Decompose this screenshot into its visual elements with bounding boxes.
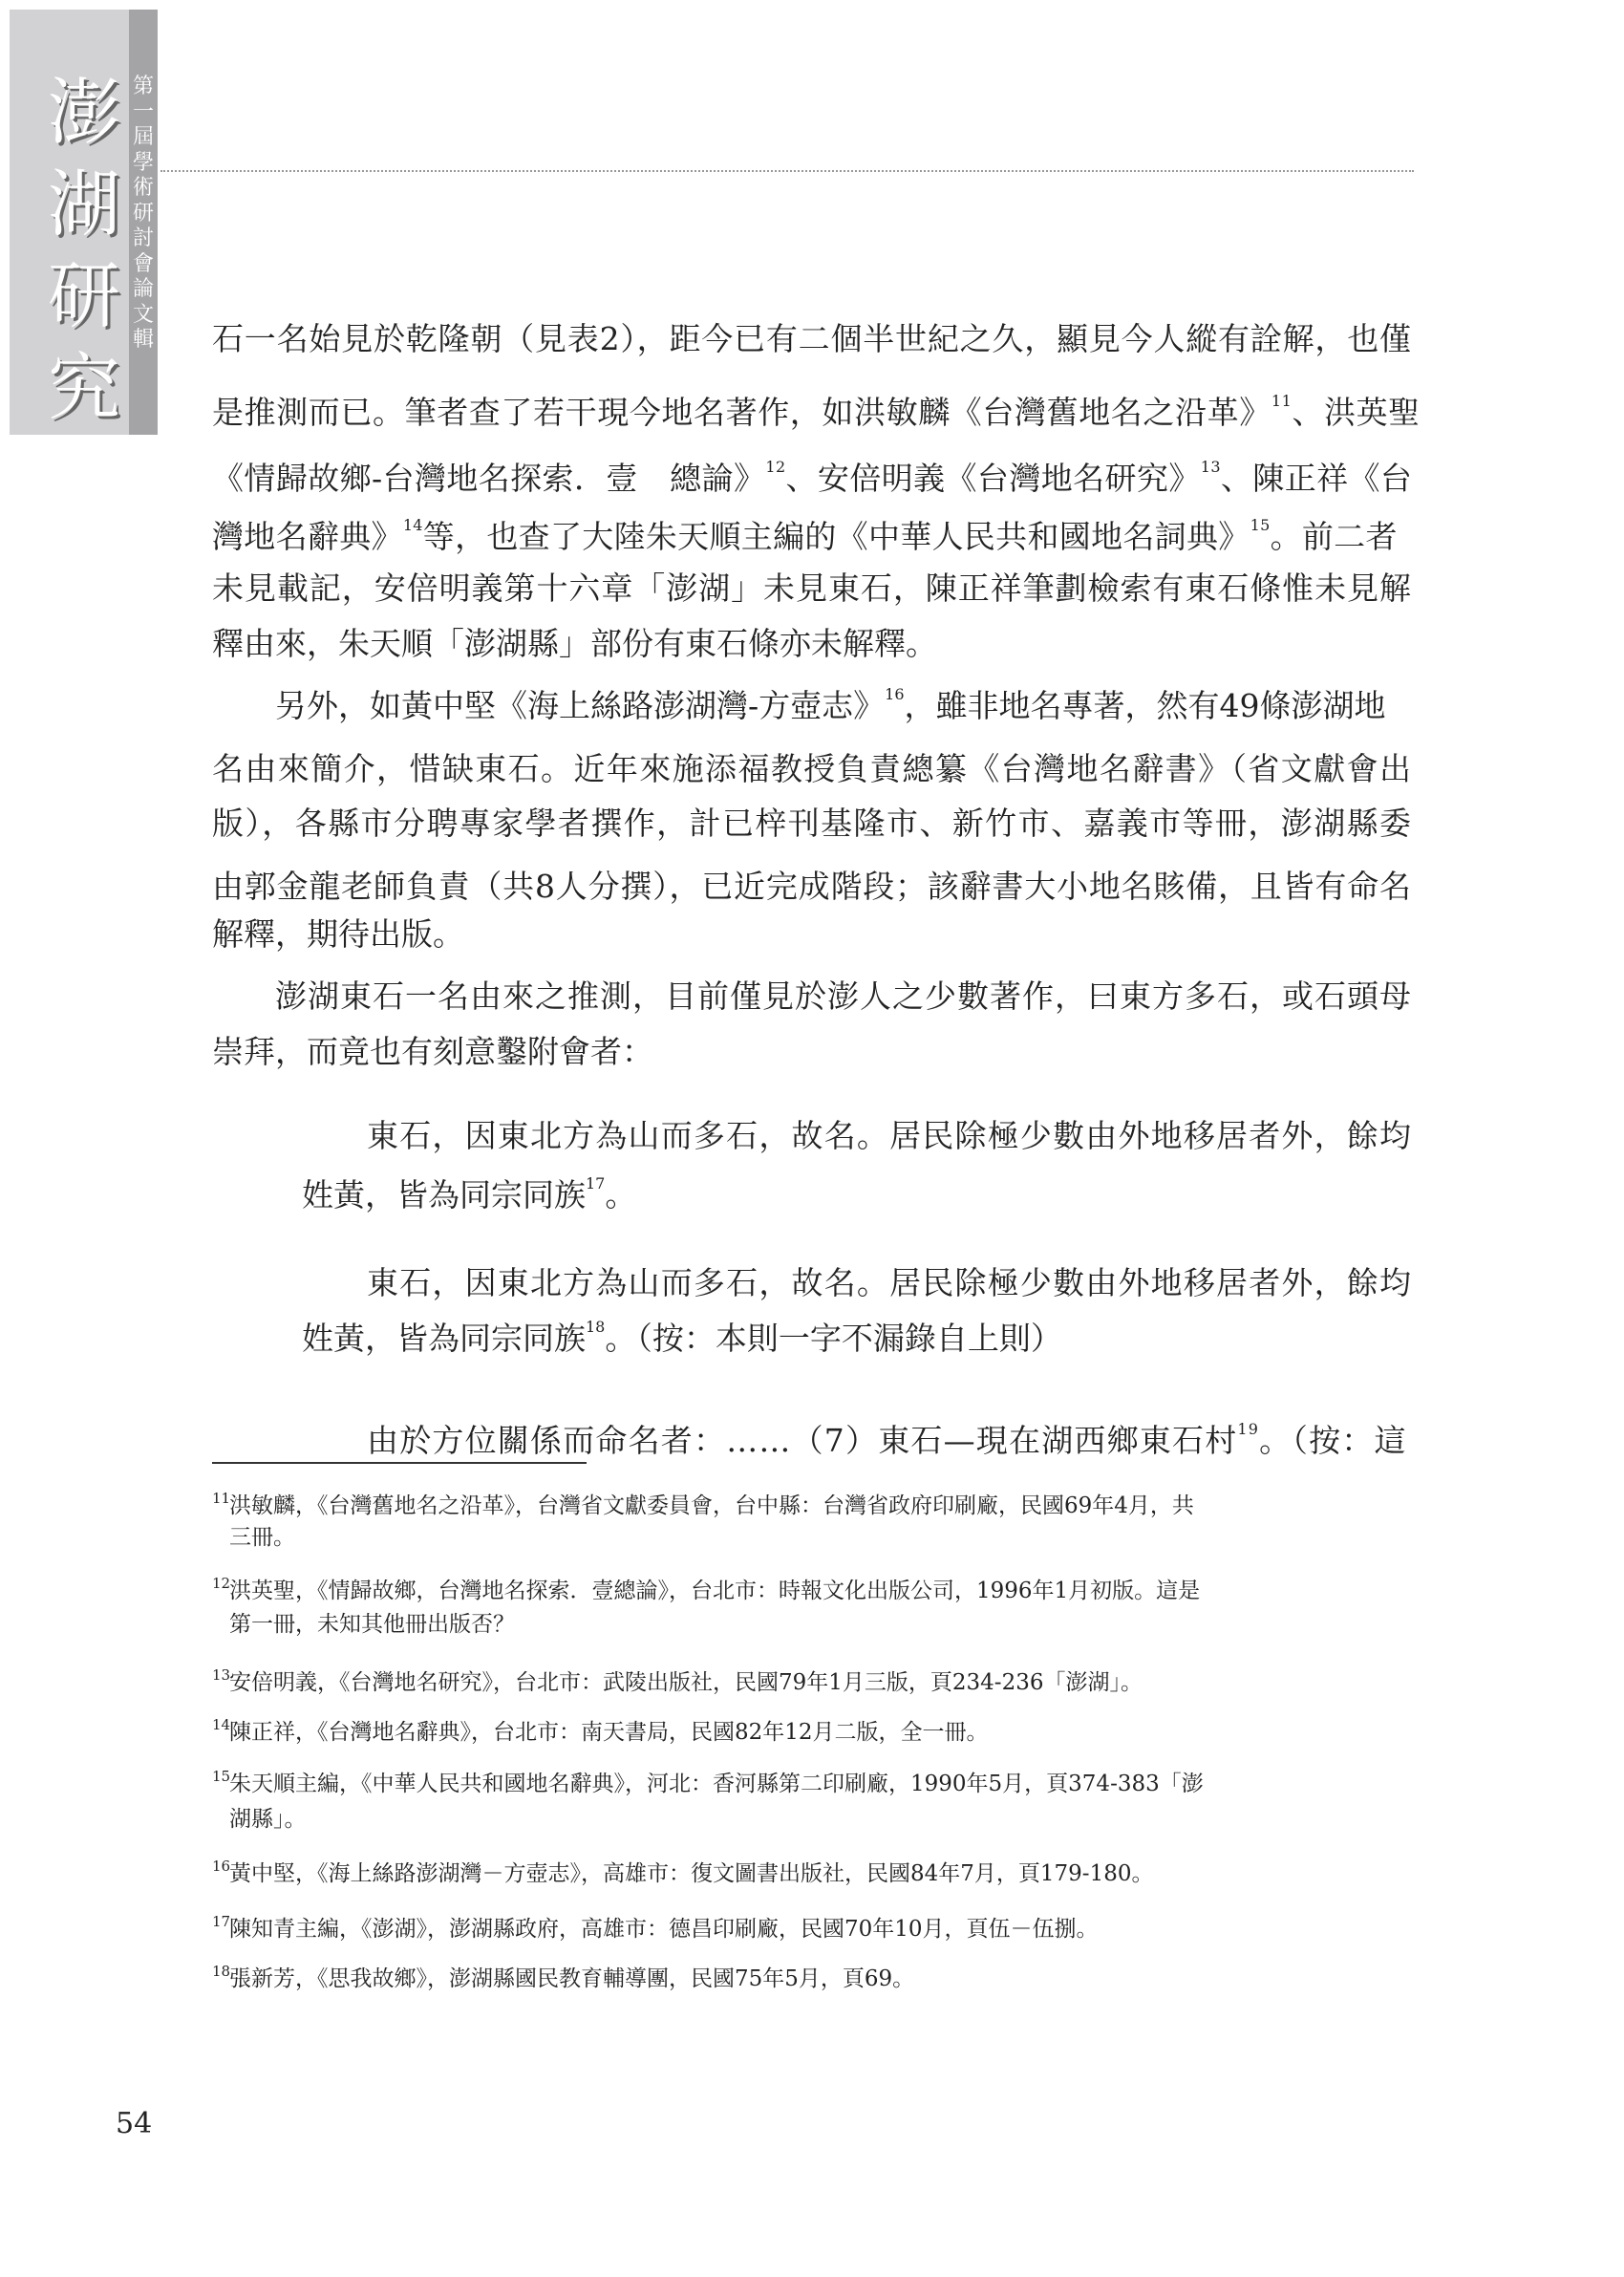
footnote-11-cont: 三冊。 (229, 1525, 295, 1550)
footnote-ref[interactable]: 15 (1250, 516, 1271, 534)
body-line: 石一名始見於乾隆朝（見表2），距今已有二個半世紀之久，顯見今人縱有詮解，也僅 (212, 320, 1411, 357)
body-line: 灣地名辭典》$^{14}$等，也查了大陸朱天順主編的《中華人民共和國地名詞典》$^{15}$。前二者 (212, 516, 1398, 555)
footnote-18: 18 張新芳，《思我故鄉》，澎湖縣國民教育輔導團，民國75年5月，頁69。 (212, 1963, 915, 1991)
body-line: 名由來簡介，惜缺東石。近年來施添福教授負責總纂《台灣地名辭書》（省文獻會出 (212, 750, 1411, 787)
footnote-11: 11 洪敏麟，《台灣舊地名之沿革》，台灣省文獻委員會，台中縣：台灣省政府印刷廠，民國69年4月，共 (212, 1490, 1194, 1518)
footnote-13: 13 安倍明義，《台灣地名研究》，台北市：武陵出版社，民國79年1月三版，頁234-236「澎湖」。 (212, 1666, 1143, 1695)
journal-title: 澎湖研究 (48, 70, 120, 430)
body-line: 是推測而已。筆者查了若干現今地名著作，如洪敏麟《台灣舊地名之沿革》$^{11}$、洪英聖 (212, 392, 1421, 431)
footnote-ref[interactable]: 11 (1271, 392, 1293, 410)
footnote-ref[interactable]: 19 (1237, 1420, 1260, 1438)
footnote-12-cont: 第一冊，未知其他冊出版否？ (229, 1612, 515, 1637)
footnote-ref[interactable]: 16 (885, 685, 905, 703)
body-line: 崇拜，而竟也有刻意鑿附會者： (212, 1033, 653, 1070)
quote-line: 由於方位關係而命名者：……（7）東石—現在湖西鄉東石村$^{19}$。（按：這 (367, 1420, 1407, 1459)
footnote-ref[interactable]: 18 (586, 1318, 606, 1336)
quote-line: 東石，因東北方為山而多石，故名。居民除極少數由外地移居者外，餘均 (367, 1264, 1411, 1301)
body-line: 釋由來，朱天順「澎湖縣」部份有東石條亦未解釋。 (212, 625, 937, 662)
footnote-15-cont: 湖縣」。 (229, 1807, 307, 1832)
quote-line: 姓黃，皆為同宗同族$^{18}$。（按：本則一字不漏錄自上則） (302, 1318, 1062, 1357)
footnote-12: 12 洪英聖，《情歸故鄉，台灣地名探索．壹總論》，台北市：時報文化出版公司，1996年1月初版。這是 (212, 1575, 1201, 1603)
footnote-16: 16 黃中堅，《海上絲路澎湖灣－方壺志》，高雄市：復文圖書出版社，民國84年7月，頁179-180。 (212, 1858, 1154, 1886)
quote-line: 東石，因東北方為山而多石，故名。居民除極少數由外地移居者外，餘均 (367, 1117, 1411, 1154)
body-line: 另外，如黃中堅《海上絲路澎湖灣-方壺志》$^{16}$，雖非地名專著，然有49條澎湖地 (275, 685, 1386, 724)
body-line: 由郭金龍老師負責（共8人分撰），已近完成階段；該辭書大小地名賅備，且皆有命名 (212, 868, 1411, 905)
body-line: 解釋，期待出版。 (212, 915, 464, 953)
footnote-ref[interactable]: 14 (402, 516, 423, 534)
header-dotted-rule (160, 170, 1414, 172)
footnote-14: 14 陳正祥，《台灣地名辭典》，台北市：南天書局，民國82年12月二版，全一冊。 (212, 1716, 989, 1745)
footnote-ref[interactable]: 12 (765, 458, 786, 476)
body-line: 未見載記，安倍明義第十六章「澎湖」未見東石，陳正祥筆劃檢索有東石條惟未見解 (212, 569, 1411, 607)
footnote-ref[interactable]: 17 (586, 1174, 606, 1192)
footnote-17: 17 陳知青主編，《澎湖》，澎湖縣政府，高雄市：德昌印刷廠，民國70年10月，頁伍－伍捌。 (212, 1913, 1099, 1942)
body-line: 澎湖東石一名由來之推測，目前僅見於澎人之少數著作，曰東方多石，或石頭母 (275, 977, 1411, 1015)
body-line: 《情歸故鄉-台灣地名探索．壹 總論》$^{12}$、安倍明義《台灣地名研究》$^{13}$、陳正祥《台 (212, 458, 1413, 497)
quote-line: 姓黃，皆為同宗同族$^{17}$。 (302, 1174, 637, 1214)
footnote-separator (212, 1462, 587, 1464)
body-line: 版），各縣市分聘專家學者撰作，計已梓刊基隆市、新竹市、嘉義市等冊，澎湖縣委 (212, 805, 1411, 842)
page-number: 54 (116, 2107, 153, 2140)
footnote-ref[interactable]: 13 (1200, 458, 1221, 476)
footnote-15: 15 朱天順主編，《中華人民共和國地名辭典》，河北：香河縣第二印刷廠，1990年5月，頁374-383「澎 (212, 1768, 1204, 1796)
journal-subtitle: 第一屆學術研討會論文輯 (132, 75, 154, 352)
